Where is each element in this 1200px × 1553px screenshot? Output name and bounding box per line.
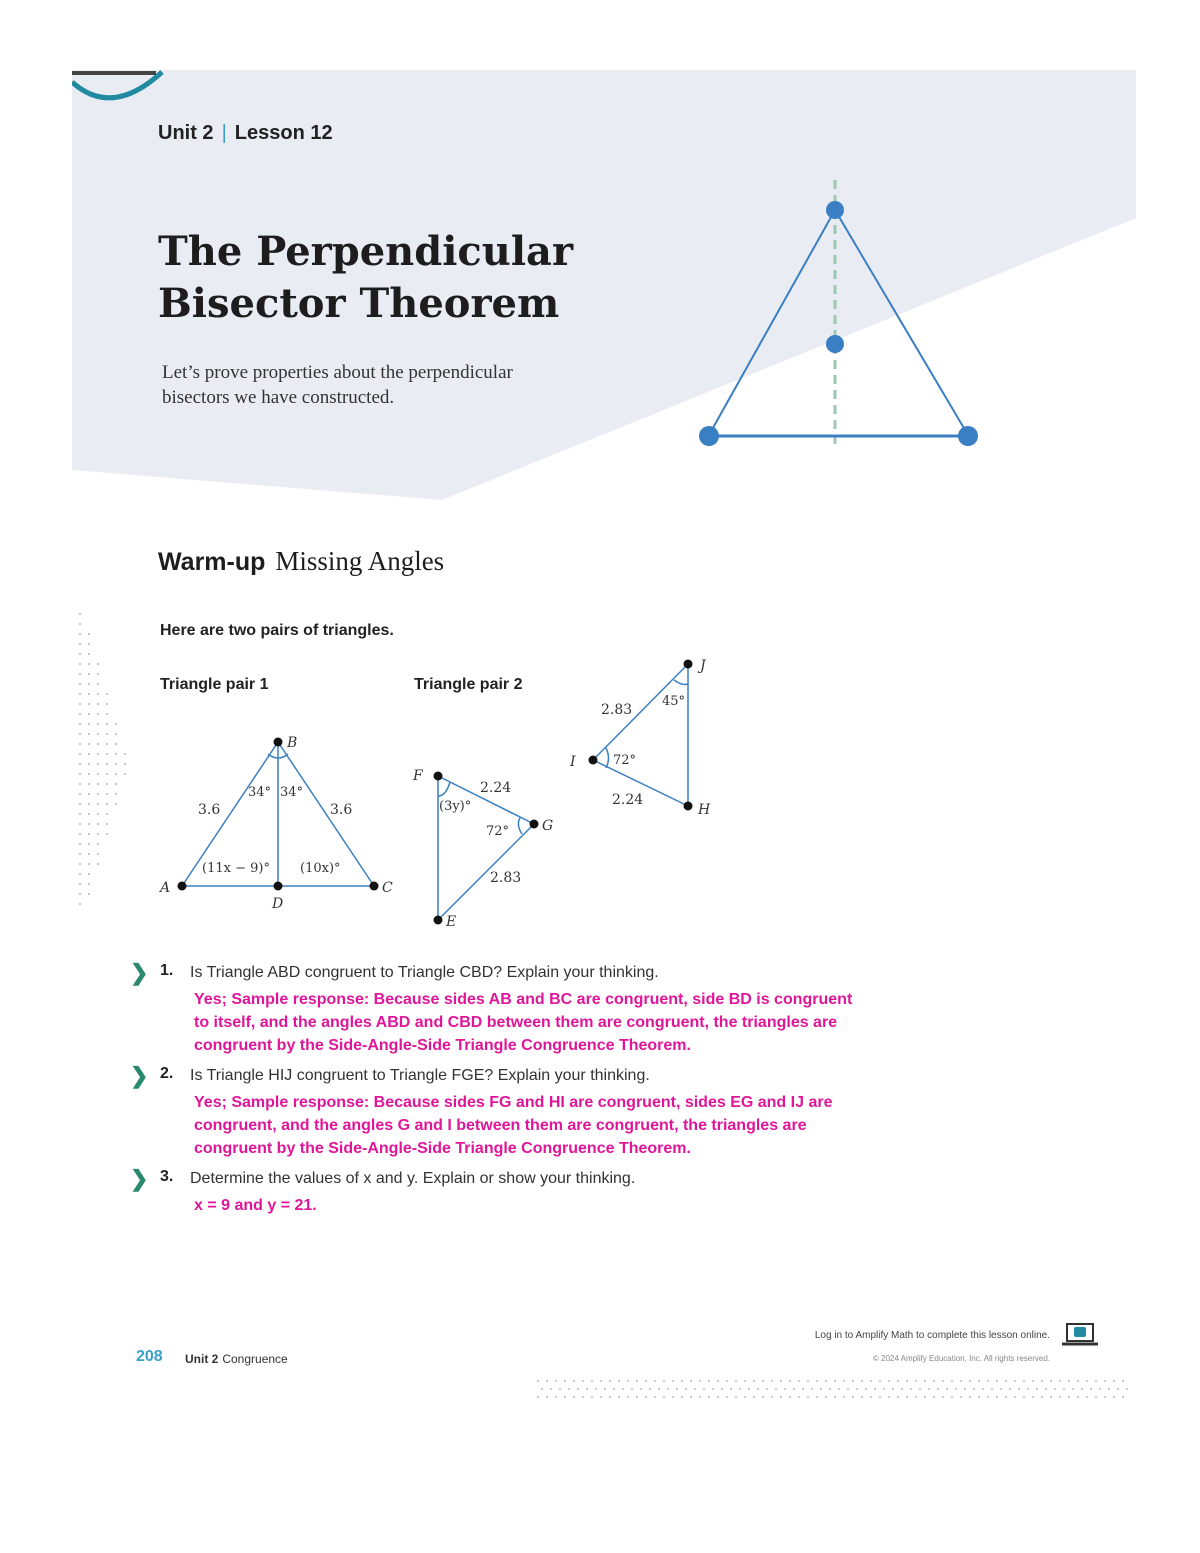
decor-dot — [951, 1380, 953, 1382]
decor-dot — [1014, 1396, 1016, 1398]
point-j — [684, 660, 693, 669]
decor-dot — [591, 1380, 593, 1382]
decor-dot — [541, 1388, 543, 1390]
decor-dot — [79, 613, 81, 615]
decor-dot — [88, 643, 90, 645]
decor-dot — [663, 1380, 665, 1382]
decor-dot — [861, 1396, 863, 1398]
hij-labels — [569, 658, 711, 818]
decor-dot — [627, 1396, 629, 1398]
decor-dot — [1090, 1388, 1092, 1390]
decor-dot — [654, 1396, 656, 1398]
decor-dot — [888, 1396, 890, 1398]
decor-dot — [1077, 1396, 1079, 1398]
decor-dot — [1122, 1380, 1124, 1382]
decor-dot — [915, 1380, 917, 1382]
decor-dot — [618, 1396, 620, 1398]
decor-dot — [681, 1380, 683, 1382]
decor-dot — [874, 1388, 876, 1390]
decor-dot — [1054, 1388, 1056, 1390]
decor-dot — [1086, 1380, 1088, 1382]
decor-dot — [649, 1388, 651, 1390]
decor-dot — [888, 1380, 890, 1382]
decor-dot — [901, 1388, 903, 1390]
decor-dot — [622, 1388, 624, 1390]
decor-dot — [762, 1380, 764, 1382]
decor-dot — [582, 1396, 584, 1398]
decor-dot — [753, 1396, 755, 1398]
decor-dot — [690, 1380, 692, 1382]
unit-lesson-heading — [158, 122, 333, 145]
decor-dot — [79, 633, 81, 635]
point-f — [434, 772, 443, 781]
decor-dot — [1095, 1380, 1097, 1382]
point-g — [530, 820, 539, 829]
question-2 — [130, 1065, 870, 1160]
decor-dot — [685, 1388, 687, 1390]
decor-dot — [735, 1380, 737, 1382]
decor-dot — [1009, 1388, 1011, 1390]
warmup-heading — [158, 546, 444, 577]
laptop-icon[interactable] — [1062, 1322, 1098, 1348]
title-line-1: The Perpendicular — [158, 228, 574, 275]
chevron-right-icon: ❯ — [130, 960, 149, 985]
decor-dot — [987, 1380, 989, 1382]
decor-dot — [834, 1380, 836, 1382]
decor-dot — [960, 1396, 962, 1398]
decor-dot — [879, 1380, 881, 1382]
label-angle-cdb: (10x)° — [300, 861, 341, 876]
decor-dot — [969, 1380, 971, 1382]
label-side-ih: 2.24 — [612, 792, 644, 808]
label-a: A — [160, 880, 171, 896]
warmup-label: Warm-up — [158, 548, 266, 576]
decor-dot — [613, 1388, 615, 1390]
decorative-dots-bottom — [532, 1376, 1132, 1404]
decor-dot — [780, 1396, 782, 1398]
decor-dot — [919, 1388, 921, 1390]
label-e: E — [446, 914, 457, 930]
page-subtitle — [162, 360, 622, 410]
decor-dot — [564, 1380, 566, 1382]
point-a — [178, 882, 187, 891]
label-angle-adb: (11x − 9)° — [202, 861, 270, 876]
title-line-2: Bisector Theorem — [158, 280, 560, 327]
label-d: D — [272, 896, 284, 912]
decor-dot — [1068, 1380, 1070, 1382]
decor-dot — [1126, 1388, 1128, 1390]
decor-dot — [847, 1388, 849, 1390]
angle-j-arc — [674, 680, 688, 685]
warmup-name: Missing Angles — [275, 546, 445, 576]
decor-dot — [1023, 1380, 1025, 1382]
decor-dot — [546, 1396, 548, 1398]
decor-dot — [1068, 1396, 1070, 1398]
point-i — [589, 756, 598, 765]
label-side-ij: 2.83 — [601, 702, 633, 718]
question-prompt: Determine the values of x and y. Explain or show your thinking. — [190, 1170, 636, 1187]
point-d — [274, 882, 283, 891]
decor-dot — [1036, 1388, 1038, 1390]
decor-dot — [996, 1380, 998, 1382]
decor-dot — [825, 1396, 827, 1398]
label-angle-cbd: 34° — [280, 785, 304, 800]
label-f: F — [413, 768, 423, 784]
label-angle-j: 45° — [662, 694, 686, 709]
decor-dot — [600, 1396, 602, 1398]
decor-dot — [987, 1396, 989, 1398]
decor-dot — [753, 1380, 755, 1382]
label-angle-abd: 34° — [248, 785, 272, 800]
question-number: 2. — [160, 1065, 174, 1082]
angle-g-arc — [518, 818, 522, 834]
decor-dot — [618, 1380, 620, 1382]
angle-i-arc — [606, 748, 609, 768]
decor-dot — [595, 1388, 597, 1390]
decor-dot — [946, 1388, 948, 1390]
label-j: J — [700, 658, 706, 674]
decor-dot — [942, 1380, 944, 1382]
decor-dot — [672, 1380, 674, 1382]
label-side-fg: 2.24 — [480, 780, 512, 796]
decor-dot — [658, 1388, 660, 1390]
decor-dot — [1032, 1380, 1034, 1382]
decor-dot — [694, 1388, 696, 1390]
decor-dot — [631, 1388, 633, 1390]
page-title — [158, 226, 618, 330]
decor-dot — [1014, 1380, 1016, 1382]
label-i: I — [570, 754, 576, 770]
decor-dot — [816, 1396, 818, 1398]
decor-dot — [843, 1396, 845, 1398]
decor-dot — [861, 1380, 863, 1382]
decor-dot — [699, 1380, 701, 1382]
decor-dot — [573, 1380, 575, 1382]
decor-dot — [681, 1396, 683, 1398]
triangle-pair-2-label: Triangle pair 2 — [414, 676, 523, 693]
decor-dot — [1050, 1396, 1052, 1398]
decor-dot — [820, 1388, 822, 1390]
decor-dot — [843, 1380, 845, 1382]
decor-dot — [1023, 1396, 1025, 1398]
decor-dot — [564, 1396, 566, 1398]
decor-dot — [942, 1396, 944, 1398]
decor-dot — [856, 1388, 858, 1390]
decor-dot — [1027, 1388, 1029, 1390]
decor-dot — [928, 1388, 930, 1390]
decor-dot — [1005, 1380, 1007, 1382]
decor-dot — [883, 1388, 885, 1390]
decor-dot — [699, 1396, 701, 1398]
chevron-right-icon: ❯ — [130, 1166, 149, 1191]
decor-dot — [645, 1380, 647, 1382]
decor-dot — [1104, 1380, 1106, 1382]
decor-dot — [1099, 1388, 1101, 1390]
decor-dot — [1005, 1396, 1007, 1398]
decor-dot — [739, 1388, 741, 1390]
decor-dot — [766, 1388, 768, 1390]
decor-dot — [852, 1380, 854, 1382]
decor-dot — [1045, 1388, 1047, 1390]
decor-dot — [88, 633, 90, 635]
decor-dot — [978, 1380, 980, 1382]
decor-dot — [663, 1396, 665, 1398]
decor-dot — [816, 1380, 818, 1382]
decor-dot — [915, 1396, 917, 1398]
angle-f-arc — [438, 782, 450, 796]
decor-dot — [933, 1380, 935, 1382]
decor-dot — [586, 1388, 588, 1390]
question-prompt: Is Triangle ABD congruent to Triangle CBD? Explain your thinking. — [190, 964, 659, 981]
decor-dot — [969, 1396, 971, 1398]
decor-dot — [708, 1380, 710, 1382]
decor-dot — [690, 1396, 692, 1398]
decor-dot — [672, 1396, 674, 1398]
decor-dot — [1122, 1396, 1124, 1398]
decor-dot — [735, 1396, 737, 1398]
footer-unit-label: Unit 2 — [185, 1352, 219, 1366]
decor-dot — [784, 1388, 786, 1390]
footer-unit — [185, 1352, 288, 1366]
decor-dot — [789, 1380, 791, 1382]
decor-dot — [1117, 1388, 1119, 1390]
decor-dot — [951, 1396, 953, 1398]
apex-point — [826, 201, 844, 219]
decor-dot — [870, 1396, 872, 1398]
decor-dot — [609, 1380, 611, 1382]
decor-dot — [748, 1388, 750, 1390]
footer-login-text: Log in to Amplify Math to complete this lesson online. — [814, 1330, 1050, 1341]
decor-dot — [1086, 1396, 1088, 1398]
decor-dot — [955, 1388, 957, 1390]
decor-dot — [744, 1396, 746, 1398]
decor-dot — [829, 1388, 831, 1390]
triangle-fge-figure — [438, 776, 534, 920]
decor-dot — [1032, 1396, 1034, 1398]
decor-dot — [555, 1380, 557, 1382]
question-answer: Yes; Sample response: Because sides AB and BC are congruent, side BD is congruent to itself, and the angles ABD and CBD between them are congruent, the triangles are congruent by the Side-Angle-Side Triangle Congruence Theorem. — [194, 991, 853, 1054]
bisector-point — [826, 335, 844, 353]
decor-dot — [982, 1388, 984, 1390]
decor-dot — [573, 1396, 575, 1398]
decor-dot — [609, 1396, 611, 1398]
decor-dot — [1000, 1388, 1002, 1390]
decor-dot — [79, 643, 81, 645]
decor-dot — [654, 1380, 656, 1382]
decor-dot — [79, 623, 81, 625]
subtitle-line-2: bisectors we have constructed. — [162, 387, 395, 408]
decor-dot — [582, 1380, 584, 1382]
unit-label: Unit 2 — [158, 122, 214, 144]
question-3 — [130, 1168, 870, 1217]
decor-dot — [600, 1380, 602, 1382]
decor-dot — [744, 1380, 746, 1382]
decor-dot — [726, 1380, 728, 1382]
fge-labels — [412, 768, 553, 930]
decor-dot — [717, 1380, 719, 1382]
question-answer: x = 9 and y = 21. — [194, 1197, 317, 1214]
question-number: 3. — [160, 1168, 174, 1185]
decor-dot — [964, 1388, 966, 1390]
label-angle-g: 72° — [486, 824, 510, 839]
decor-dot — [1104, 1396, 1106, 1398]
decor-dot — [897, 1396, 899, 1398]
question-answer: Yes; Sample response: Because sides FG and HI are congruent, sides EG and IJ are congruent, and the angles G and I between them are congruent, the triangles are congruent by the Side-Angle-Side Triangle Congruence Theorem. — [194, 1094, 833, 1157]
point-b — [274, 738, 283, 747]
label-h: H — [698, 802, 711, 818]
decor-dot — [789, 1396, 791, 1398]
decor-dot — [604, 1388, 606, 1390]
decor-dot — [1041, 1380, 1043, 1382]
label-side-bc: 3.6 — [330, 802, 353, 818]
decor-dot — [762, 1396, 764, 1398]
decor-dot — [546, 1380, 548, 1382]
decor-dot — [793, 1388, 795, 1390]
decor-dot — [636, 1380, 638, 1382]
decor-dot — [568, 1388, 570, 1390]
decor-dot — [1081, 1388, 1083, 1390]
decor-dot — [852, 1396, 854, 1398]
chevron-right-icon: ❯ — [130, 1063, 149, 1088]
decor-dot — [1077, 1380, 1079, 1382]
label-side-ge: 2.83 — [490, 870, 522, 886]
decor-dot — [771, 1396, 773, 1398]
decor-dot — [537, 1396, 539, 1398]
decor-dot — [780, 1380, 782, 1382]
decor-dot — [960, 1380, 962, 1382]
page-number: 208 — [136, 1348, 163, 1365]
footer-copyright: © 2024 Amplify Education, Inc. All rights reserved. — [872, 1354, 1050, 1363]
decor-dot — [906, 1380, 908, 1382]
decor-dot — [892, 1388, 894, 1390]
decor-dot — [559, 1388, 561, 1390]
decor-dot — [865, 1388, 867, 1390]
decor-dot — [577, 1388, 579, 1390]
subtitle-line-1: Let’s prove properties about the perpendicular — [162, 362, 513, 383]
decor-dot — [834, 1396, 836, 1398]
label-g: G — [542, 818, 554, 834]
point-h — [684, 802, 693, 811]
decor-dot — [1050, 1380, 1052, 1382]
decor-dot — [897, 1380, 899, 1382]
decor-dot — [627, 1380, 629, 1382]
decor-dot — [757, 1388, 759, 1390]
decor-dot — [1059, 1380, 1061, 1382]
intro-text: Here are two pairs of triangles. — [160, 622, 394, 639]
decor-dot — [798, 1380, 800, 1382]
decor-dot — [1113, 1380, 1115, 1382]
decor-dot — [591, 1396, 593, 1398]
decor-dot — [811, 1388, 813, 1390]
label-angle-f: (3y)° — [439, 799, 472, 814]
decor-dot — [676, 1388, 678, 1390]
lesson-page — [72, 70, 1136, 1404]
decor-dot — [973, 1388, 975, 1390]
base-right-point — [958, 426, 978, 446]
decor-dot — [802, 1388, 804, 1390]
question-1 — [130, 962, 870, 1057]
decor-dot — [640, 1388, 642, 1390]
decor-dot — [870, 1380, 872, 1382]
label-side-ab: 3.6 — [198, 802, 221, 818]
triangle-diagrams — [72, 650, 772, 950]
decor-dot — [1072, 1388, 1074, 1390]
decor-dot — [730, 1388, 732, 1390]
triangle-pair-1-label: Triangle pair 1 — [160, 676, 269, 693]
decor-dot — [924, 1396, 926, 1398]
decor-dot — [825, 1380, 827, 1382]
decor-dot — [838, 1388, 840, 1390]
decor-dot — [910, 1388, 912, 1390]
triangle-hij-figure — [593, 664, 688, 806]
decor-dot — [703, 1388, 705, 1390]
decor-dot — [1108, 1388, 1110, 1390]
point-e — [434, 916, 443, 925]
decor-dot — [726, 1396, 728, 1398]
label-b: B — [287, 735, 298, 751]
decor-dot — [645, 1396, 647, 1398]
decor-dot — [879, 1396, 881, 1398]
lesson-label: Lesson 12 — [234, 122, 333, 144]
label-c: C — [382, 880, 393, 896]
decor-dot — [906, 1396, 908, 1398]
decor-dot — [1059, 1396, 1061, 1398]
decor-dot — [924, 1380, 926, 1382]
decor-dot — [721, 1388, 723, 1390]
decor-dot — [537, 1380, 539, 1382]
heading-separator: | — [221, 122, 227, 144]
decor-dot — [1018, 1388, 1020, 1390]
decor-dot — [933, 1396, 935, 1398]
decor-dot — [798, 1396, 800, 1398]
decor-dot — [996, 1396, 998, 1398]
decor-dot — [807, 1396, 809, 1398]
decor-dot — [1063, 1388, 1065, 1390]
decor-dot — [555, 1396, 557, 1398]
label-angle-i: 72° — [613, 753, 637, 768]
decor-dot — [991, 1388, 993, 1390]
question-prompt: Is Triangle HIJ congruent to Triangle FGE? Explain your thinking. — [190, 1067, 650, 1084]
decor-dot — [1095, 1396, 1097, 1398]
question-number: 1. — [160, 962, 174, 979]
decor-dot — [978, 1396, 980, 1398]
decor-dot — [717, 1396, 719, 1398]
decor-dot — [1041, 1396, 1043, 1398]
decor-dot — [1113, 1396, 1115, 1398]
decor-dot — [550, 1388, 552, 1390]
decor-dot — [667, 1388, 669, 1390]
footer-unit-name: Congruence — [222, 1352, 288, 1366]
questions-list — [130, 962, 870, 1225]
decor-dot — [708, 1396, 710, 1398]
decor-dot — [771, 1380, 773, 1382]
point-c — [370, 882, 379, 891]
decor-dot — [636, 1396, 638, 1398]
decor-dot — [712, 1388, 714, 1390]
decor-dot — [807, 1380, 809, 1382]
base-left-point — [699, 426, 719, 446]
decor-dot — [937, 1388, 939, 1390]
decor-dot — [775, 1388, 777, 1390]
